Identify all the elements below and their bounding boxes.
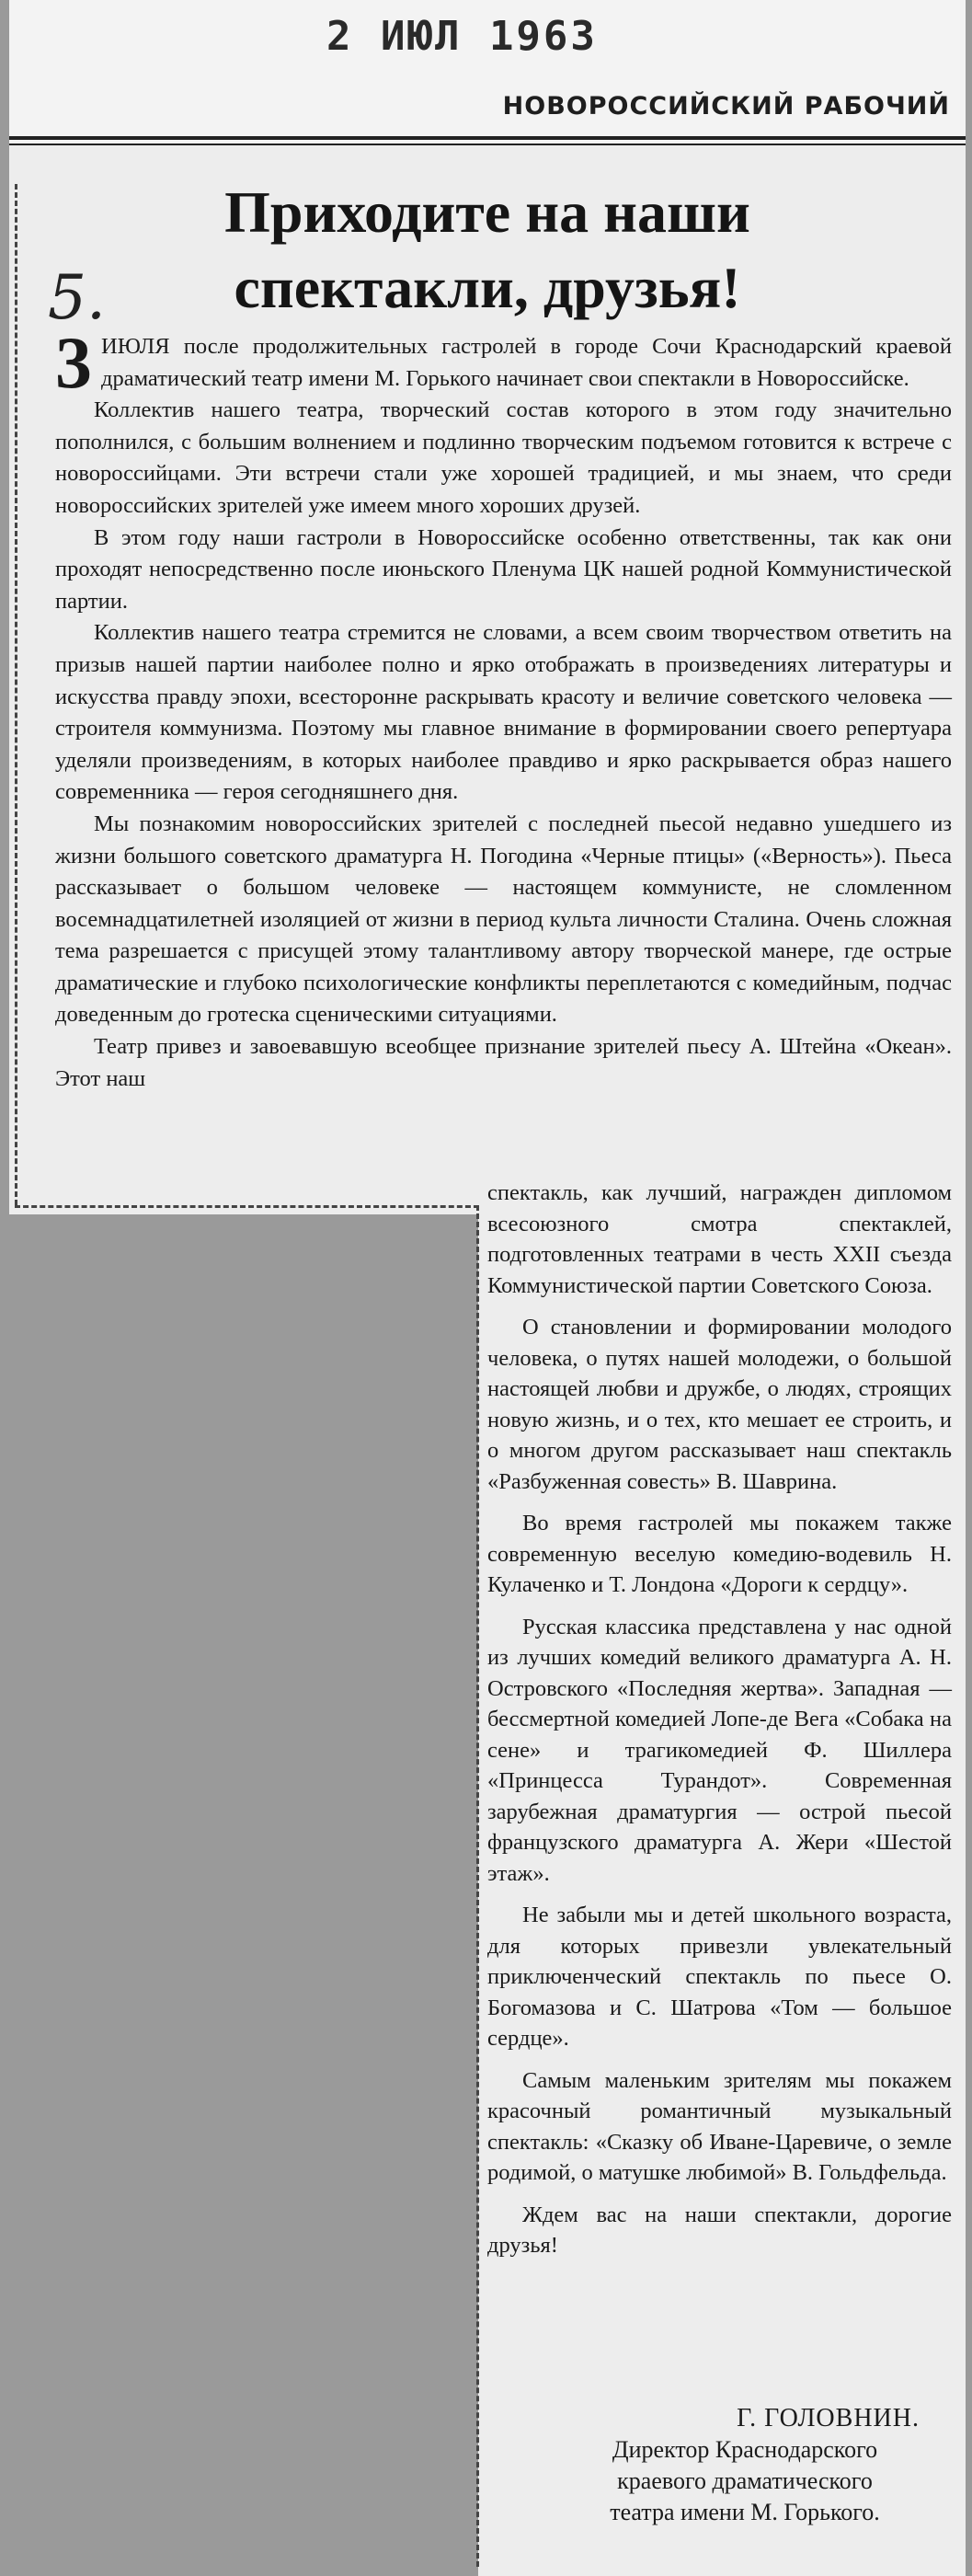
paragraph-text: ИЮЛЯ после продолжительных гастролей в городе Сочи Краснодарский краевой драматический театр имени М. Горького начинает свои спектакли в Новороссийске. [101, 334, 952, 391]
cut-edge-left [15, 184, 17, 1205]
article-paragraph: Мы познакомим новороссийских зрителей с последней пьесой недавно ушедшего из жизни большого советского драматурга Н. Погодина «Черные птицы» («Верность»). Пьеса рассказывает о большом человеке — настоящем коммунисте, не сломленном восемнадцатилетней изоляцией от жизни в период культа личности Сталина. Очень сложная тема разрешается с присущей этому талантливому автору творческой манере, где острые драматические и глубоко психологические конфликты переплетаются с комедийным, подчас доведенным до гротеска сценическими ситуациями. [55, 811, 952, 1028]
headline-line-2: спектакли, друзья! [234, 255, 741, 320]
author-role: краевого драматического [617, 2467, 873, 2494]
column-paragraph: Ждем вас на наши спектакли, дорогие друзья! [487, 2202, 952, 2258]
article-paragraph [55, 323, 952, 404]
article-body-column [487, 1178, 952, 2272]
author-role: Директор Краснодарского [612, 2436, 878, 2463]
article-paragraph: Коллектив нашего театра, творческий состав которого в этом году значительно пополнился, с большим волнением и подлинно творческим подъемом готовится к встрече с новороссийцами. Эти встречи стали уже хорошей традицией, и мы знаем, что среди новороссийских зрителей уже имеем много хороших друзей. [55, 397, 952, 518]
date-stamp: 2 ИЮЛ 1963 [326, 13, 598, 60]
column-paragraph: О становлении и формировании молодого человека, о путях нашей молодежи, о большой настоящей любви и дружбе, о людях, строящих новую жизнь, и о тех, кто мешает ее строить, и о многом другом рассказывает наш спектакль «Разбуженная совесть» В. Шаврина. [487, 1315, 952, 1494]
article-paragraph: Коллектив нашего театра стремится не словами, а всем своим творчеством ответить на призыв нашей партии наиболее полно и ярко отображать в произведениях литературы и искусства правду эпохи, всесторонне раскрывать красоту и величие советского человека — строителя коммунизма. Поэтому мы главное внимание в формировании своего репертуара уделяли произведениям, в которых наиболее правдиво и ярко раскрывается образ нашего современника — героя сегодняшнего дня. [55, 620, 952, 805]
column-paragraph: Во время гастролей мы покажем также современную веселую комедию-водевиль Н. Кулаченко и Т. Лондона «Дороги к сердцу». [487, 1511, 952, 1597]
column-paragraph: Не забыли мы и детей школьного возраста, для которых привезли увлекательный приключенческий спектакль по пьесе О. Богомазова и С. Шатрова «Том — большое сердце». [487, 1903, 952, 2051]
handwritten-page-number: 5. [48, 262, 106, 333]
article-paragraph: Театр привез и завоевавшую всеобщее признание зрителей пьесу А. Штейна «Океан». Этот наш [55, 1034, 952, 1091]
article-headline [55, 175, 920, 326]
drop-cap: 3 [55, 323, 92, 404]
author-name: Г. ГОЛОВНИН. [737, 2404, 920, 2432]
masthead-rule-thin [9, 144, 966, 145]
column-paragraph: Русская классика представлена у нас одной из лучших комедий великого драматурга А. Н. Островского «Последняя жертва». Западная — бессмертной комедией Лопе-де Вега «Собака на сене» и трагикомедией Ф. Шиллера «Принцесса Турандот». Современная зарубежная драматургия — острой пьесой французского драматурга А. Жери «Шестой этаж». [487, 1614, 952, 1886]
column-paragraph: спектакль, как лучший, награжден дипломом всесоюзного смотра спектаклей, подготовленных театрами в честь XXII съезда Коммунистической партии Советского Союза. [487, 1180, 952, 1298]
cut-edge-step [15, 1205, 479, 1208]
article-paragraph: В этом году наши гастроли в Новороссийске особенно ответственны, так как они проходят непосредственно после июньского Пленума ЦК нашей родной Коммунистической партии. [55, 524, 952, 614]
newspaper-masthead: НОВОРОССИЙСКИЙ РАБОЧИЙ [502, 92, 950, 121]
headline-line-1: Приходите на наши [224, 179, 750, 245]
article-body-wide [55, 323, 952, 1095]
column-paragraph: Самым маленьким зрителям мы покажем красочный романтичный музыкальный спектакль: «Сказку об Иване-Царевиче, о земле родимой, о матушке любимой» В. Гольдфельда. [487, 2067, 952, 2185]
author-signature [552, 2403, 938, 2528]
masthead-rule [9, 136, 966, 140]
author-role: театра имени М. Горького. [610, 2499, 880, 2525]
cut-edge-column [476, 1205, 479, 2567]
